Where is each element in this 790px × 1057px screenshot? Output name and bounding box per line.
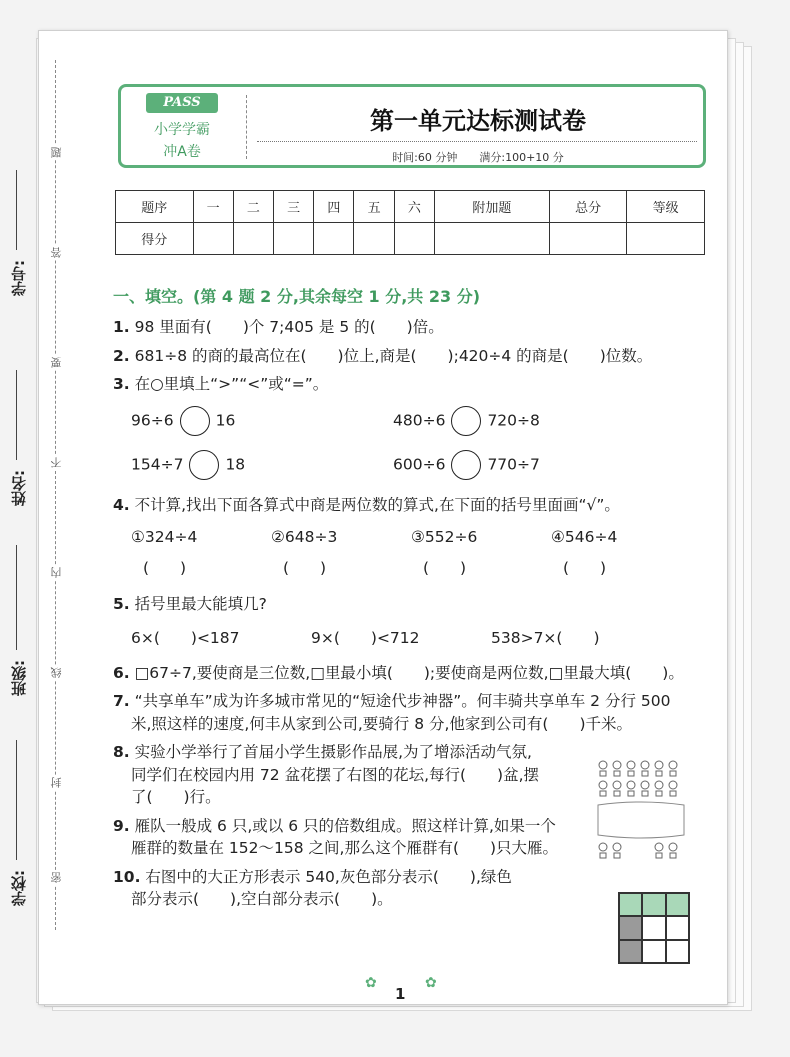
compare-circle[interactable] — [180, 406, 210, 436]
question-text: 雁群的数量在 152～158 之间,那么这个雁群有( )只大雁。 — [131, 839, 559, 858]
grid-cell-blank — [642, 916, 665, 939]
table-header-cell: 三 — [274, 191, 314, 223]
answer-paren[interactable]: ( ) — [563, 558, 607, 577]
question-text: 括号里最大能填几? — [134, 595, 267, 613]
pass-badge: PASS — [146, 93, 218, 113]
student-id-label: 学号: — [10, 260, 28, 296]
table-header-cell: 总分 — [549, 191, 627, 223]
table-header-cell: 五 — [354, 191, 394, 223]
score-cell[interactable] — [193, 223, 233, 255]
seal-char: 题 — [50, 147, 63, 158]
brand-separator — [246, 95, 247, 159]
answer-paren[interactable]: ( ) — [423, 558, 467, 577]
question-number: 2. — [113, 346, 130, 365]
seal-char: 内 — [50, 567, 63, 578]
compare-right: 18 — [225, 455, 246, 474]
table-header-cell: 附加题 — [434, 191, 549, 223]
grid-cell-green — [642, 893, 665, 916]
question-text: 同学们在校园内用 72 盆花摆了右图的花坛,每行( )盆,摆 — [131, 765, 540, 784]
question-text: 雁队一般成 6 只,或以 6 只的倍数组成。照这样计算,如果一个 — [134, 816, 556, 835]
compare-circle[interactable] — [189, 450, 219, 480]
question-3 — [113, 373, 713, 479]
question-7 — [113, 690, 713, 735]
flower-row-bottom — [599, 843, 677, 858]
table-header-cell: 四 — [314, 191, 354, 223]
question-text: 了( )行。 — [131, 788, 221, 807]
flower-row-top — [599, 761, 677, 776]
score-cell[interactable] — [233, 223, 273, 255]
question-number: 8. — [113, 743, 130, 762]
seal-char: 要 — [50, 357, 63, 368]
question-text: 部分表示( ),空白部分表示( )。 — [131, 890, 393, 909]
brand-logo — [129, 93, 235, 163]
school-blank[interactable] — [16, 740, 17, 860]
grid-cell-gray — [619, 916, 642, 939]
grid-cell-green — [619, 893, 642, 916]
question-8 — [113, 741, 593, 808]
question-5 — [113, 593, 713, 650]
sprout-icon: ✿ — [365, 975, 377, 991]
question-text: 在○里填上“>”“<”或“=”。 — [134, 375, 329, 394]
question-number: 4. — [113, 495, 130, 514]
table-header-cell: 六 — [394, 191, 434, 223]
page-number: 1 — [395, 985, 406, 1003]
flower-arrangement-image — [595, 755, 687, 867]
score-table — [115, 190, 705, 255]
compare-left: 600÷6 — [393, 455, 446, 474]
score-cell[interactable] — [314, 223, 354, 255]
grid-cell-blank — [666, 916, 689, 939]
question-text: 实验小学举行了首届小学生摄影作品展,为了增添活动气氛, — [134, 743, 532, 762]
question-text: 681÷8 的商的最高位在( )位上,商是( );420÷4 的商是( )位数。 — [134, 346, 653, 365]
question-text: 98 里面有( )个 7;405 是 5 的( )倍。 — [134, 318, 444, 337]
fill-item[interactable]: 538>7×( ) — [491, 629, 600, 648]
compare-right: 770÷7 — [487, 455, 540, 474]
table-header-cell: 等级 — [627, 191, 705, 223]
question-number: 6. — [113, 663, 130, 682]
question-number: 7. — [113, 692, 130, 711]
seal-char: 线 — [50, 667, 63, 678]
question-text: “共享单车”成为许多城市常见的“短途代步神器”。何丰骑共享单车 2 分行 500 — [134, 692, 671, 711]
question-2 — [113, 345, 713, 367]
fill-item[interactable]: 6×( )<187 — [131, 629, 240, 648]
answer-paren[interactable]: ( ) — [283, 558, 327, 577]
question-6 — [113, 662, 713, 684]
grid-cell-blank — [642, 940, 665, 963]
table-header-cell: 题序 — [116, 191, 194, 223]
table-header-cell: 二 — [233, 191, 273, 223]
score-cell[interactable] — [354, 223, 394, 255]
compare-right: 720÷8 — [487, 411, 540, 430]
question-1 — [113, 316, 713, 338]
brand-line-1: 小学学霸 — [154, 122, 210, 138]
score-cell[interactable] — [434, 223, 549, 255]
class-blank[interactable] — [16, 545, 17, 650]
flower-row-top-2 — [599, 781, 677, 796]
score-row-label: 得分 — [116, 223, 194, 255]
question-text: 右图中的大正方形表示 540,灰色部分表示( ),绿色 — [145, 867, 512, 886]
score-cell[interactable] — [549, 223, 627, 255]
grid-cell-green — [666, 893, 689, 916]
question-number: 3. — [113, 375, 130, 394]
seal-char: 密 — [50, 872, 63, 883]
question-number: 10. — [113, 867, 141, 886]
table-row — [116, 191, 705, 223]
compare-circle[interactable] — [451, 450, 481, 480]
fill-item[interactable]: 9×( )<712 — [311, 629, 420, 648]
score-cell[interactable] — [627, 223, 705, 255]
grid-cell-gray — [619, 940, 642, 963]
grid-cell-blank — [666, 940, 689, 963]
school-label: 学校: — [10, 870, 28, 906]
seal-char: 答 — [50, 247, 63, 258]
compare-left: 480÷6 — [393, 411, 446, 430]
table-row — [116, 223, 705, 255]
question-text: □67÷7,要使商是三位数,□里最小填( );要使商是两位数,□里最大填( )。 — [134, 663, 684, 682]
question-number: 5. — [113, 595, 130, 613]
question-text: 米,照这样的速度,何丰从家到公司,要骑行 8 分,他家到公司有( )千米。 — [131, 714, 633, 733]
sprout-icon: ✿ — [425, 975, 437, 991]
compare-left: 154÷7 — [131, 455, 184, 474]
score-cell[interactable] — [394, 223, 434, 255]
page-title: 第一单元达标测试卷 — [370, 107, 586, 135]
section-title: 一、填空。(第 4 题 2 分,其余每空 1 分,共 23 分) — [113, 287, 481, 306]
option-item: ③552÷6 — [411, 528, 478, 547]
binding-line — [55, 60, 56, 930]
table-header-cell: 一 — [193, 191, 233, 223]
score-cell[interactable] — [274, 223, 314, 255]
class-label: 班级: — [10, 660, 28, 696]
test-header — [118, 84, 706, 168]
square-grid-image — [618, 892, 690, 964]
option-item: ①324÷4 — [131, 528, 198, 547]
title-divider — [257, 141, 697, 142]
answer-paren[interactable]: ( ) — [143, 558, 187, 577]
seal-char: 封 — [50, 777, 63, 788]
name-blank[interactable] — [16, 370, 17, 460]
seal-char: 不 — [50, 457, 63, 468]
option-item: ②648÷3 — [271, 528, 338, 547]
question-text: 不计算,找出下面各算式中商是两位数的算式,在下面的括号里面画“√”。 — [134, 495, 620, 514]
compare-circle[interactable] — [451, 406, 481, 436]
compare-right: 16 — [215, 411, 236, 430]
question-4 — [113, 494, 713, 579]
brand-line-2: 冲A卷 — [163, 144, 201, 160]
student-id-blank[interactable] — [16, 170, 17, 250]
option-item: ④546÷4 — [551, 528, 618, 547]
question-number: 9. — [113, 816, 130, 835]
compare-left: 96÷6 — [131, 411, 174, 430]
time-and-score: 时间:60 分钟 满分:100+10 分 — [392, 151, 564, 164]
question-number: 1. — [113, 318, 130, 337]
name-label: 姓名: — [10, 470, 28, 506]
